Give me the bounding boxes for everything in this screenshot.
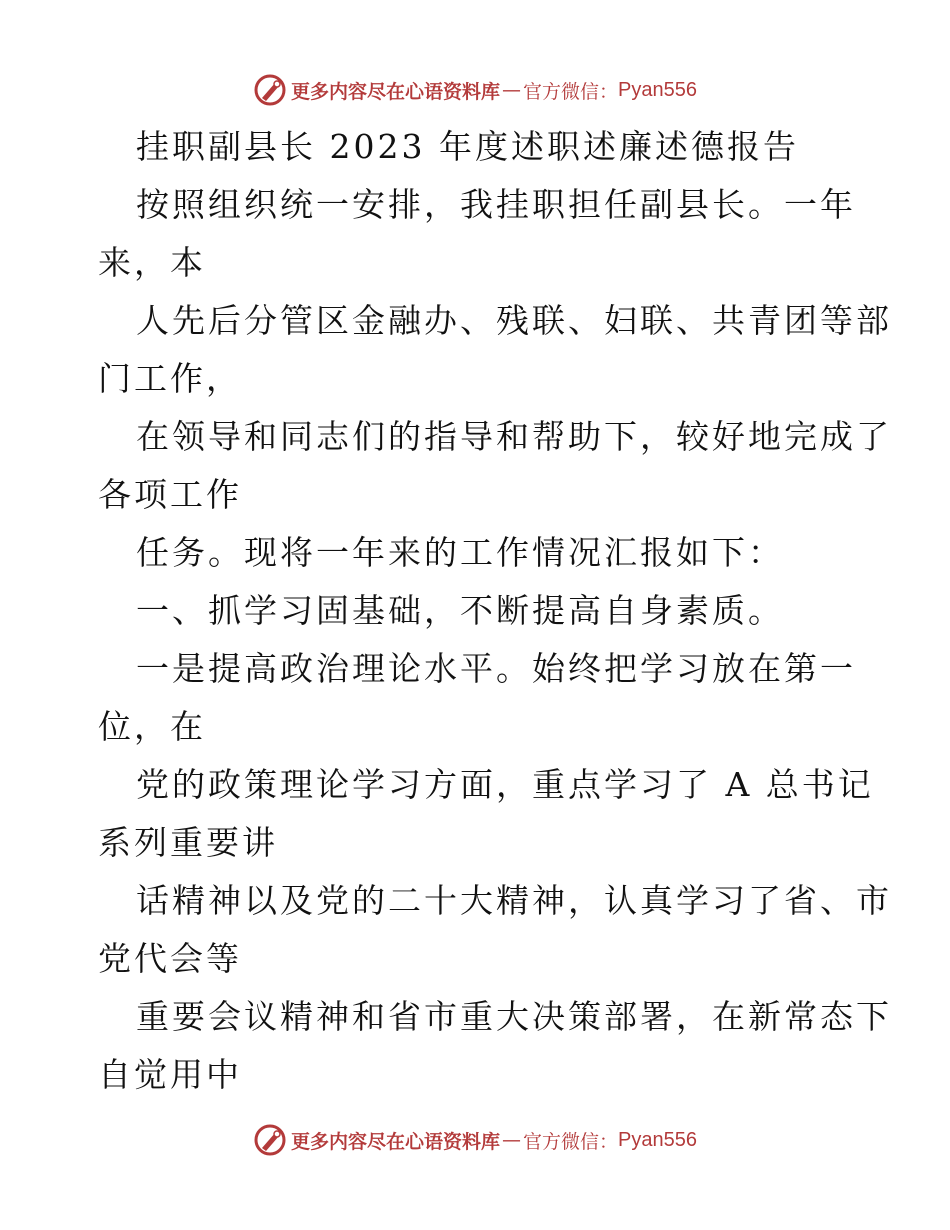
text-line: 任务。现将一年来的工作情况汇报如下： <box>136 533 784 572</box>
text-line: 位，在 <box>98 707 206 746</box>
section-heading: 一、抓学习固基础，不断提高自身素质。 <box>136 591 784 630</box>
banner-text: 更多内容尽在心语资料库 <box>291 80 501 103</box>
text-line: 各项工作 <box>98 475 242 514</box>
document-body <box>98 118 892 1104</box>
text-line: 一是提高政治理论水平。始终把学习放在第一 <box>136 649 856 688</box>
text-line: 党代会等 <box>98 939 242 978</box>
pen-logo-icon <box>253 73 287 107</box>
text-line: 来，本 <box>98 243 206 282</box>
document-title: 挂职副县长 2023 年度述职述廉述德报告 <box>136 127 799 166</box>
banner-wechat-label: 官方微信： <box>523 80 619 103</box>
text-line: 自觉用中 <box>98 1055 242 1094</box>
pen-logo-icon <box>253 1123 287 1157</box>
banner-dash: — <box>502 1129 522 1151</box>
text-line: 话精神以及党的二十大精神，认真学习了省、市 <box>136 881 892 920</box>
text-line: 门工作， <box>98 359 242 398</box>
banner-dash: — <box>502 79 522 101</box>
text-line: 系列重要讲 <box>98 823 278 862</box>
banner-text: 更多内容尽在心语资料库 <box>291 1130 501 1153</box>
text-line: 人先后分管区金融办、残联、妇联、共青团等部 <box>136 301 892 340</box>
footer-banner <box>0 1120 950 1160</box>
text-line: 重要会议精神和省市重大决策部署，在新常态下 <box>136 997 892 1036</box>
header-banner <box>0 70 950 110</box>
banner-wechat-id: Pyan556 <box>618 1128 697 1151</box>
banner-wechat-label: 官方微信： <box>523 1130 619 1153</box>
text-line: 按照组织统一安排，我挂职担任副县长。一年 <box>136 185 856 224</box>
text-line: 在领导和同志们的指导和帮助下，较好地完成了 <box>136 417 892 456</box>
text-line: 党的政策理论学习方面，重点学习了 A 总书记 <box>136 765 874 804</box>
banner-wechat-id: Pyan556 <box>618 78 697 101</box>
